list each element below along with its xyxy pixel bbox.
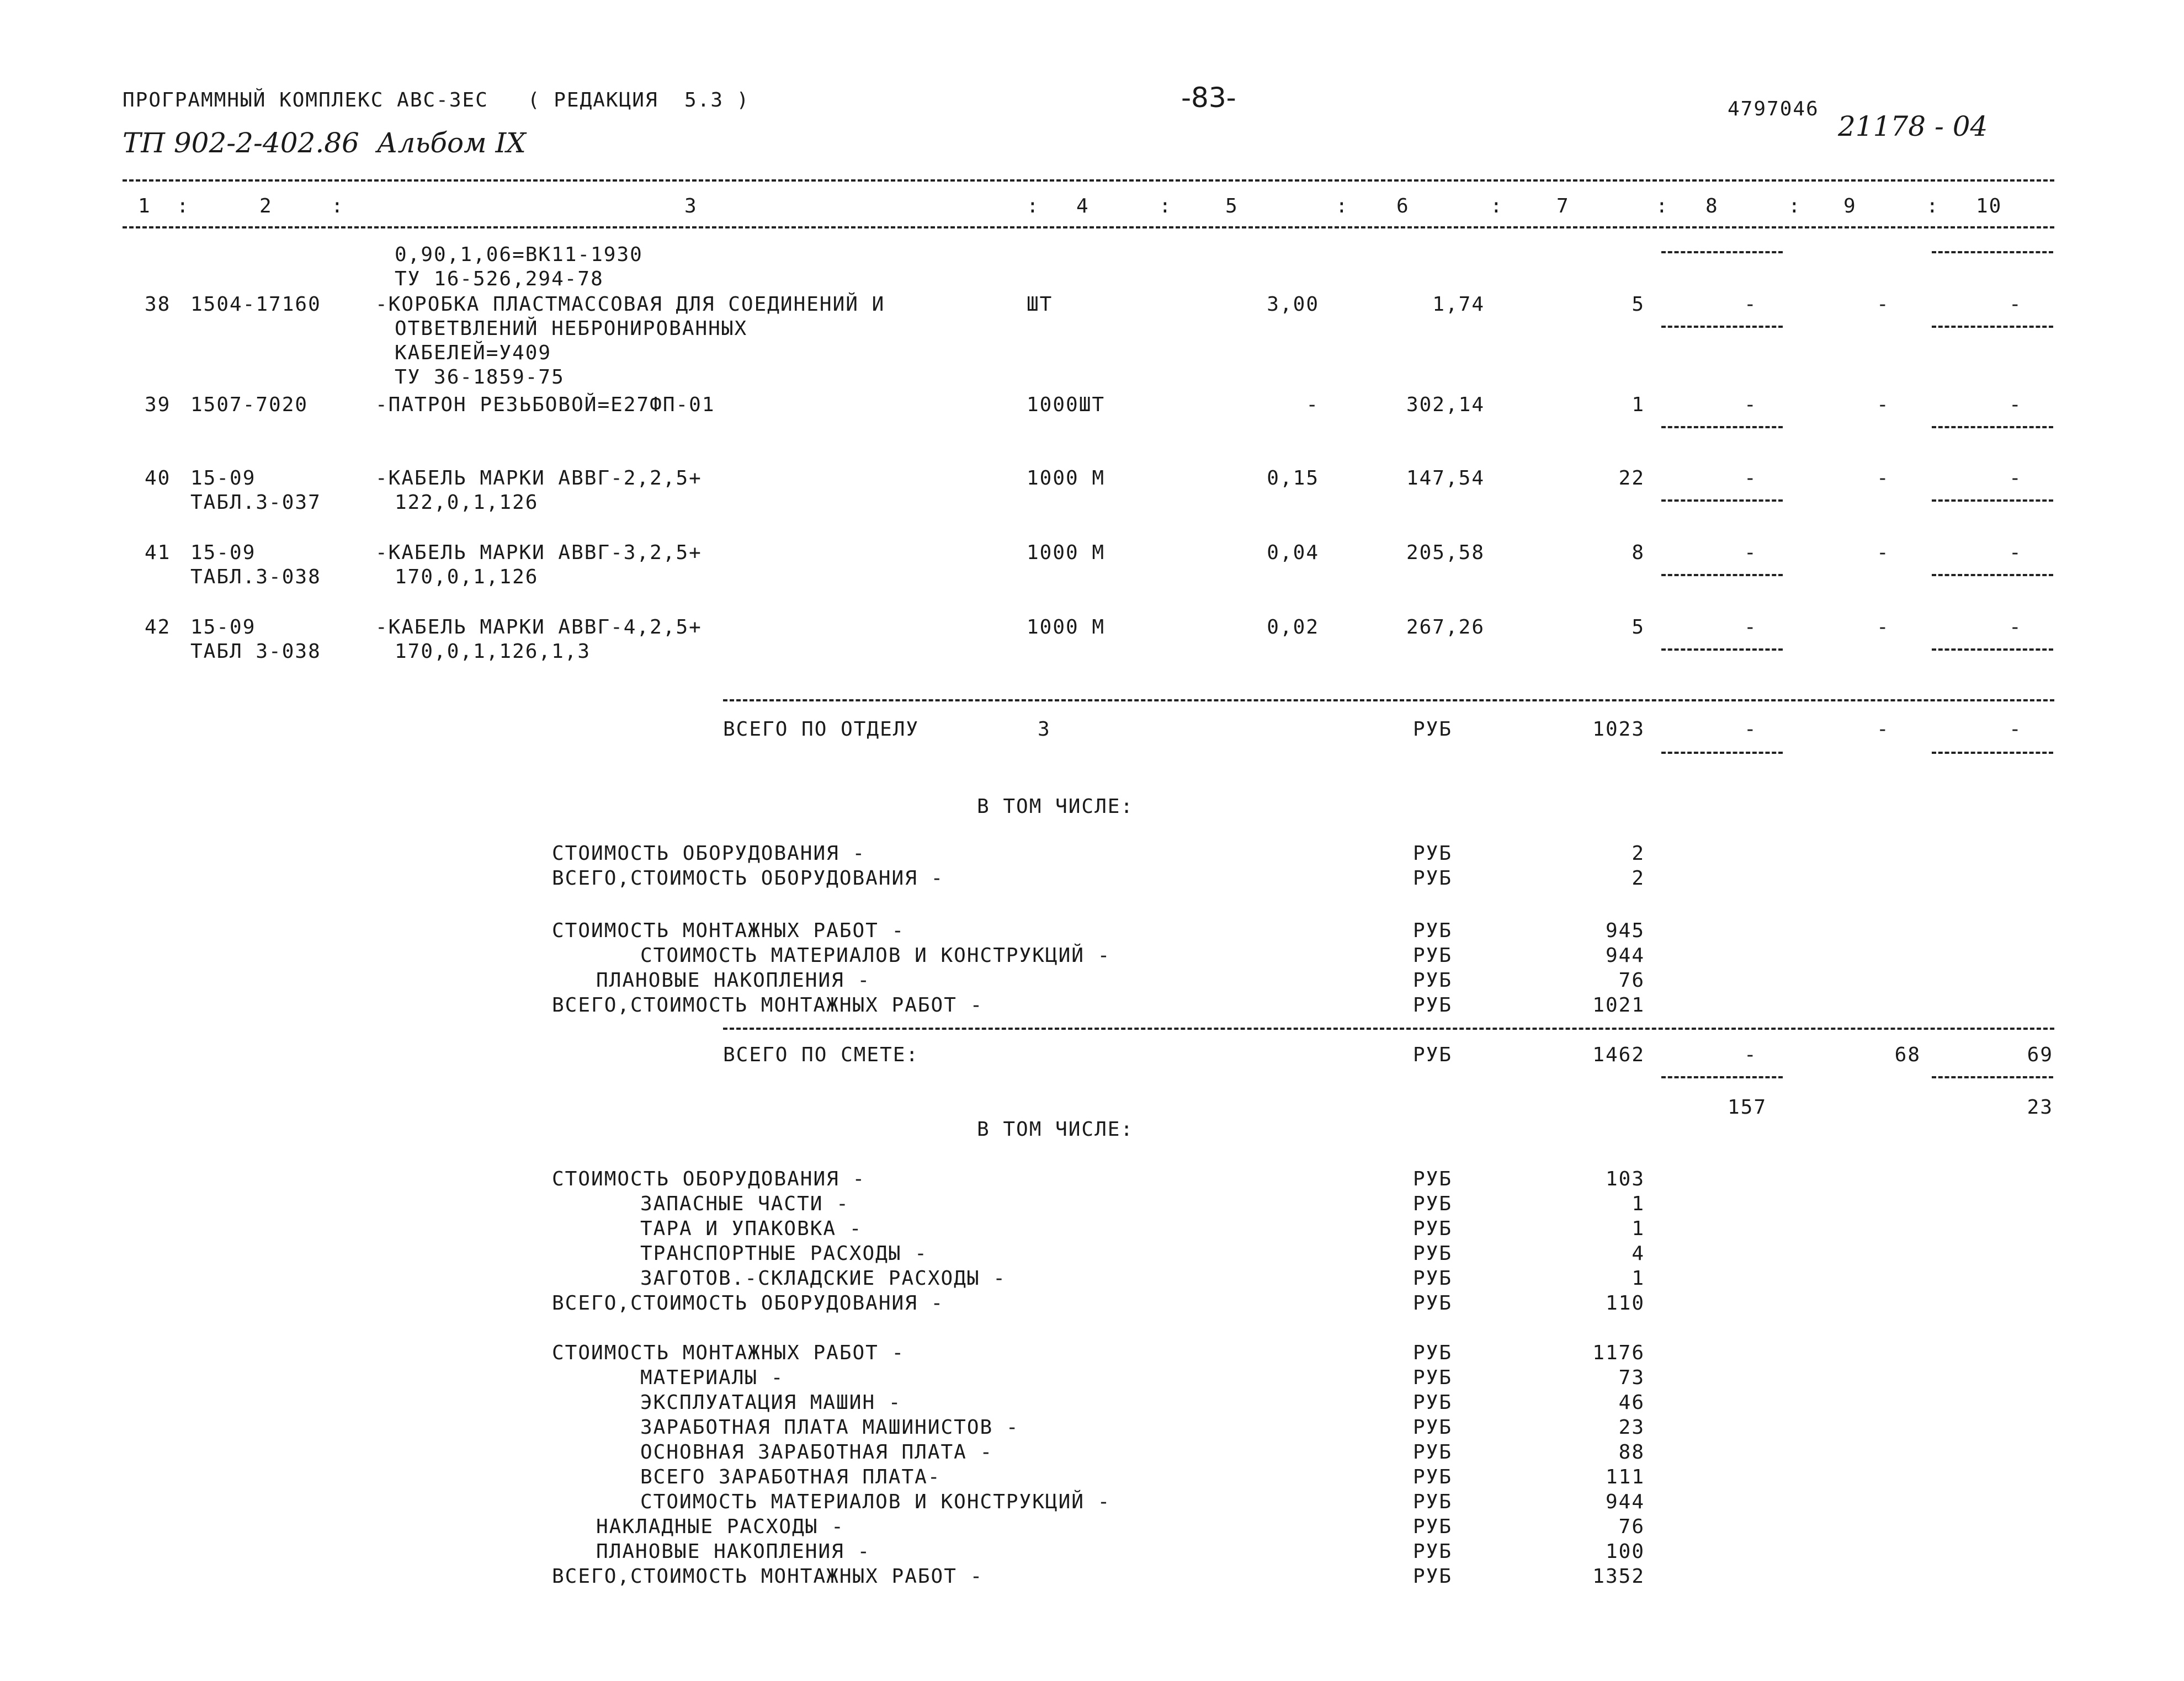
estimate-breakdown-unit: РУБ bbox=[1413, 1466, 1453, 1488]
row-code: 1504-17160 bbox=[190, 293, 321, 316]
estimate-breakdown-label: ОСНОВНАЯ ЗАРАБОТНАЯ ПЛАТА - bbox=[640, 1441, 993, 1464]
row-quantity: 0,04 bbox=[1267, 541, 1319, 564]
row-price: 1,74 bbox=[1432, 293, 1485, 316]
row-col9: - bbox=[1877, 393, 1890, 416]
dept-breakdown-label: ВСЕГО,СТОИМОСТЬ ОБОРУДОВАНИЯ - bbox=[552, 867, 944, 890]
row-number: 38 bbox=[145, 293, 171, 316]
estimate-total-col9: 68 bbox=[1894, 1044, 1921, 1066]
cell-rule-col10 bbox=[1932, 574, 2053, 576]
estimate-breakdown-value: 88 bbox=[1618, 1441, 1645, 1464]
row-quantity: 0,02 bbox=[1267, 616, 1319, 639]
estimate-total-unit: РУБ bbox=[1413, 1044, 1453, 1066]
row-unit: 1000 М bbox=[1027, 616, 1106, 639]
dept-total-col9: - bbox=[1877, 718, 1890, 741]
column-separator: : bbox=[1027, 195, 1040, 217]
row-table-ref: ТАБЛ.3-038 bbox=[190, 566, 321, 588]
row-col10: - bbox=[2009, 616, 2022, 639]
dept-total-unit: РУБ bbox=[1413, 718, 1453, 741]
rule-top bbox=[123, 179, 2054, 182]
estimate-breakdown-unit: РУБ bbox=[1413, 1416, 1453, 1439]
row-unit: 1000 М bbox=[1027, 541, 1106, 564]
row-table-ref: ТАБЛ 3-038 bbox=[190, 640, 321, 663]
estimate-total-col10: 69 bbox=[2027, 1044, 2053, 1066]
row-quantity: 3,00 bbox=[1267, 293, 1319, 316]
estimate-breakdown-label: ЗАГОТОВ.-СКЛАДСКИЕ РАСХОДЫ - bbox=[640, 1267, 1006, 1290]
dept-breakdown-label: ВСЕГО,СТОИМОСТЬ МОНТАЖНЫХ РАБОТ - bbox=[552, 994, 984, 1017]
dept-breakdown-unit: РУБ bbox=[1413, 969, 1453, 992]
estimate-breakdown-label: ЗАПАСНЫЕ ЧАСТИ - bbox=[640, 1193, 849, 1215]
dept-breakdown-value: 944 bbox=[1605, 944, 1645, 967]
row-description: ТУ 36-1859-75 bbox=[395, 366, 565, 389]
column-number-7: 7 bbox=[1556, 195, 1570, 217]
row-code: 15-09 bbox=[190, 467, 256, 490]
carry-line: 0,90,1,06=ВК11-1930 bbox=[395, 243, 643, 266]
row-unit: ШТ bbox=[1027, 293, 1053, 316]
dept-breakdown-value: 2 bbox=[1632, 842, 1645, 865]
dept-breakdown-label: СТОИМОСТЬ МАТЕРИАЛОВ И КОНСТРУКЦИЙ - bbox=[640, 944, 1111, 967]
estimate-breakdown-label: ВСЕГО,СТОИМОСТЬ МОНТАЖНЫХ РАБОТ - bbox=[552, 1565, 984, 1588]
dept-breakdown-value: 76 bbox=[1618, 969, 1645, 992]
cell-rule-col8 bbox=[1661, 426, 1783, 428]
dept-breakdown-value: 1021 bbox=[1592, 994, 1645, 1017]
estimate-breakdown-value: 944 bbox=[1605, 1491, 1645, 1513]
row-description: -ПАТРОН РЕЗЬБОВОЙ=Е27ФП-01 bbox=[375, 393, 715, 416]
column-separator: : bbox=[1336, 195, 1349, 217]
in-total-heading-2: В ТОМ ЧИСЛЕ: bbox=[977, 1118, 1134, 1141]
estimate-total-col10-sub: 23 bbox=[2027, 1096, 2053, 1119]
estimate-breakdown-unit: РУБ bbox=[1413, 1366, 1453, 1389]
dept-total-col10: - bbox=[2009, 718, 2022, 741]
column-separator: : bbox=[1788, 195, 1802, 217]
row-total: 1 bbox=[1632, 393, 1645, 416]
cell-rule-col10 bbox=[1932, 752, 2053, 754]
row-quantity: - bbox=[1306, 393, 1319, 416]
cell-rule-col8 bbox=[1661, 251, 1783, 253]
page-number: -83- bbox=[1181, 82, 1236, 114]
estimate-breakdown-value: 1352 bbox=[1592, 1565, 1645, 1588]
row-number: 41 bbox=[145, 541, 171, 564]
row-col8: - bbox=[1744, 393, 1757, 416]
row-quantity: 0,15 bbox=[1267, 467, 1319, 490]
cell-rule-col10 bbox=[1932, 648, 2053, 651]
row-total: 8 bbox=[1632, 541, 1645, 564]
estimate-breakdown-label: СТОИМОСТЬ МОНТАЖНЫХ РАБОТ - bbox=[552, 1342, 905, 1364]
estimate-breakdown-label: ТРАНСПОРТНЫЕ РАСХОДЫ - bbox=[640, 1242, 928, 1265]
estimate-breakdown-unit: РУБ bbox=[1413, 1491, 1453, 1513]
estimate-breakdown-unit: РУБ bbox=[1413, 1441, 1453, 1464]
estimate-breakdown-label: ВСЕГО ЗАРАБОТНАЯ ПЛАТА- bbox=[640, 1466, 941, 1488]
handwritten-ref: 21178 - 04 bbox=[1838, 110, 1988, 142]
row-col10: - bbox=[2009, 541, 2022, 564]
column-separator: : bbox=[1159, 195, 1172, 217]
estimate-breakdown-value: 111 bbox=[1605, 1466, 1645, 1488]
column-number-1: 1 bbox=[138, 195, 151, 217]
carry-line: ТУ 16-526,294-78 bbox=[395, 268, 604, 290]
estimate-breakdown-label: ЭКСПЛУАТАЦИЯ МАШИН - bbox=[640, 1391, 902, 1414]
estimate-breakdown-label: ТАРА И УПАКОВКА - bbox=[640, 1217, 863, 1240]
rule-estimate-total bbox=[723, 1028, 2054, 1030]
row-total: 5 bbox=[1632, 616, 1645, 639]
row-code: 15-09 bbox=[190, 616, 256, 639]
dept-breakdown-unit: РУБ bbox=[1413, 994, 1453, 1017]
row-table-ref: ТАБЛ.3-037 bbox=[190, 491, 321, 514]
row-description: 170,0,1,126,1,3 bbox=[395, 640, 591, 663]
cell-rule-col8 bbox=[1661, 1076, 1783, 1078]
row-col10: - bbox=[2009, 467, 2022, 490]
estimate-breakdown-unit: РУБ bbox=[1413, 1292, 1453, 1315]
column-number-4: 4 bbox=[1076, 195, 1090, 217]
dept-breakdown-value: 2 bbox=[1632, 867, 1645, 890]
estimate-breakdown-value: 1176 bbox=[1592, 1342, 1645, 1364]
column-number-10: 10 bbox=[1976, 195, 2002, 217]
estimate-breakdown-value: 1 bbox=[1632, 1217, 1645, 1240]
estimate-breakdown-label: НАКЛАДНЫЕ РАСХОДЫ - bbox=[596, 1515, 844, 1538]
estimate-breakdown-value: 110 bbox=[1605, 1292, 1645, 1315]
in-total-heading: В ТОМ ЧИСЛЕ: bbox=[977, 795, 1134, 818]
dept-total-value: 1023 bbox=[1592, 718, 1645, 741]
estimate-breakdown-label: МАТЕРИАЛЫ - bbox=[640, 1366, 784, 1389]
row-col8: - bbox=[1744, 616, 1757, 639]
estimate-breakdown-value: 4 bbox=[1632, 1242, 1645, 1265]
estimate-breakdown-label: СТОИМОСТЬ ОБОРУДОВАНИЯ - bbox=[552, 1168, 866, 1190]
row-price: 147,54 bbox=[1406, 467, 1485, 490]
handwritten-project: ТП 902-2-402.86 Альбом IX bbox=[123, 127, 526, 159]
row-col8: - bbox=[1744, 541, 1757, 564]
row-unit: 1000 М bbox=[1027, 467, 1106, 490]
row-description: 170,0,1,126 bbox=[395, 566, 539, 588]
column-separator: : bbox=[1926, 195, 1939, 217]
row-col8: - bbox=[1744, 467, 1757, 490]
dept-breakdown-label: ПЛАНОВЫЕ НАКОПЛЕНИЯ - bbox=[596, 969, 871, 992]
row-col10: - bbox=[2009, 293, 2022, 316]
column-number-3: 3 bbox=[684, 195, 698, 217]
column-separator: : bbox=[1656, 195, 1669, 217]
estimate-breakdown-label: СТОИМОСТЬ МАТЕРИАЛОВ И КОНСТРУКЦИЙ - bbox=[640, 1491, 1111, 1513]
estimate-breakdown-unit: РУБ bbox=[1413, 1391, 1453, 1414]
dept-total-label: ВСЕГО ПО ОТДЕЛУ bbox=[723, 718, 920, 741]
row-number: 42 bbox=[145, 616, 171, 639]
row-price: 205,58 bbox=[1406, 541, 1485, 564]
dept-breakdown-unit: РУБ bbox=[1413, 867, 1453, 890]
estimate-breakdown-label: ЗАРАБОТНАЯ ПЛАТА МАШИНИСТОВ - bbox=[640, 1416, 1019, 1439]
dept-total-col8: - bbox=[1744, 718, 1757, 741]
estimate-breakdown-unit: РУБ bbox=[1413, 1540, 1453, 1563]
dept-breakdown-label: СТОИМОСТЬ ОБОРУДОВАНИЯ - bbox=[552, 842, 866, 865]
column-separator: : bbox=[177, 195, 190, 217]
estimate-breakdown-value: 46 bbox=[1618, 1391, 1645, 1414]
cell-rule-col8 bbox=[1661, 752, 1783, 754]
cell-rule-col10 bbox=[1932, 326, 2053, 328]
column-separator: : bbox=[1490, 195, 1503, 217]
rule-header bbox=[123, 226, 2054, 228]
row-code: 1507-7020 bbox=[190, 393, 309, 416]
cell-rule-col8 bbox=[1661, 648, 1783, 651]
cell-rule-col10 bbox=[1932, 499, 2053, 502]
row-description: КАБЕЛЕЙ=У409 bbox=[395, 342, 552, 364]
column-separator: : bbox=[331, 195, 344, 217]
rule-dept-total bbox=[723, 699, 2054, 701]
column-number-5: 5 bbox=[1225, 195, 1239, 217]
estimate-breakdown-unit: РУБ bbox=[1413, 1565, 1453, 1588]
row-description: -КАБЕЛЬ МАРКИ АВВГ-2,2,5+ bbox=[375, 467, 702, 490]
column-number-9: 9 bbox=[1843, 195, 1857, 217]
estimate-breakdown-value: 100 bbox=[1605, 1540, 1645, 1563]
column-number-6: 6 bbox=[1396, 195, 1410, 217]
dept-breakdown-unit: РУБ bbox=[1413, 944, 1453, 967]
cell-rule-col8 bbox=[1661, 499, 1783, 502]
estimate-breakdown-value: 103 bbox=[1605, 1168, 1645, 1190]
estimate-breakdown-unit: РУБ bbox=[1413, 1168, 1453, 1190]
estimate-total-label: ВСЕГО ПО СМЕТЕ: bbox=[723, 1044, 920, 1066]
row-description: ОТВЕТВЛЕНИЙ НЕБРОНИРОВАННЫХ bbox=[395, 317, 748, 340]
row-price: 302,14 bbox=[1406, 393, 1485, 416]
row-number: 39 bbox=[145, 393, 171, 416]
row-col9: - bbox=[1877, 467, 1890, 490]
row-col9: - bbox=[1877, 616, 1890, 639]
cell-rule-col8 bbox=[1661, 326, 1783, 328]
row-total: 5 bbox=[1632, 293, 1645, 316]
column-number-8: 8 bbox=[1705, 195, 1719, 217]
dept-total-number: 3 bbox=[1038, 718, 1051, 741]
row-col9: - bbox=[1877, 541, 1890, 564]
program-header: ПРОГРАММНЫЙ КОМПЛЕКС АВС-3ЕС ( РЕДАКЦИЯ 5.3 ) bbox=[123, 89, 750, 111]
estimate-breakdown-unit: РУБ bbox=[1413, 1217, 1453, 1240]
column-number-2: 2 bbox=[259, 195, 273, 217]
row-unit: 1000ШТ bbox=[1027, 393, 1106, 416]
cell-rule-col10 bbox=[1932, 426, 2053, 428]
row-col10: - bbox=[2009, 393, 2022, 416]
row-price: 267,26 bbox=[1406, 616, 1485, 639]
row-col8: - bbox=[1744, 293, 1757, 316]
dept-breakdown-unit: РУБ bbox=[1413, 842, 1453, 865]
row-col9: - bbox=[1877, 293, 1890, 316]
row-description: -КАБЕЛЬ МАРКИ АВВГ-3,2,5+ bbox=[375, 541, 702, 564]
document-code: 4797046 bbox=[1728, 98, 1819, 120]
estimate-breakdown-label: ВСЕГО,СТОИМОСТЬ ОБОРУДОВАНИЯ - bbox=[552, 1292, 944, 1315]
dept-breakdown-unit: РУБ bbox=[1413, 919, 1453, 942]
cell-rule-col10 bbox=[1932, 1076, 2053, 1078]
estimate-breakdown-unit: РУБ bbox=[1413, 1342, 1453, 1364]
dept-breakdown-value: 945 bbox=[1605, 919, 1645, 942]
estimate-total-col8-sub: 157 bbox=[1728, 1096, 1767, 1119]
estimate-breakdown-value: 76 bbox=[1618, 1515, 1645, 1538]
cell-rule-col10 bbox=[1932, 251, 2053, 253]
estimate-breakdown-unit: РУБ bbox=[1413, 1267, 1453, 1290]
cell-rule-col8 bbox=[1661, 574, 1783, 576]
dept-breakdown-label: СТОИМОСТЬ МОНТАЖНЫХ РАБОТ - bbox=[552, 919, 905, 942]
estimate-total-col8: - bbox=[1744, 1044, 1757, 1066]
estimate-breakdown-value: 73 bbox=[1618, 1366, 1645, 1389]
row-description: 122,0,1,126 bbox=[395, 491, 539, 514]
row-description: -КОРОБКА ПЛАСТМАССОВАЯ ДЛЯ СОЕДИНЕНИЙ И bbox=[375, 293, 885, 316]
estimate-breakdown-unit: РУБ bbox=[1413, 1193, 1453, 1215]
row-description: -КАБЕЛЬ МАРКИ АВВГ-4,2,5+ bbox=[375, 616, 702, 639]
estimate-breakdown-unit: РУБ bbox=[1413, 1515, 1453, 1538]
row-total: 22 bbox=[1618, 467, 1645, 490]
estimate-breakdown-label: ПЛАНОВЫЕ НАКОПЛЕНИЯ - bbox=[596, 1540, 871, 1563]
row-number: 40 bbox=[145, 467, 171, 490]
estimate-total-value: 1462 bbox=[1592, 1044, 1645, 1066]
estimate-breakdown-value: 1 bbox=[1632, 1193, 1645, 1215]
estimate-breakdown-value: 23 bbox=[1618, 1416, 1645, 1439]
estimate-breakdown-value: 1 bbox=[1632, 1267, 1645, 1290]
row-code: 15-09 bbox=[190, 541, 256, 564]
estimate-breakdown-unit: РУБ bbox=[1413, 1242, 1453, 1265]
